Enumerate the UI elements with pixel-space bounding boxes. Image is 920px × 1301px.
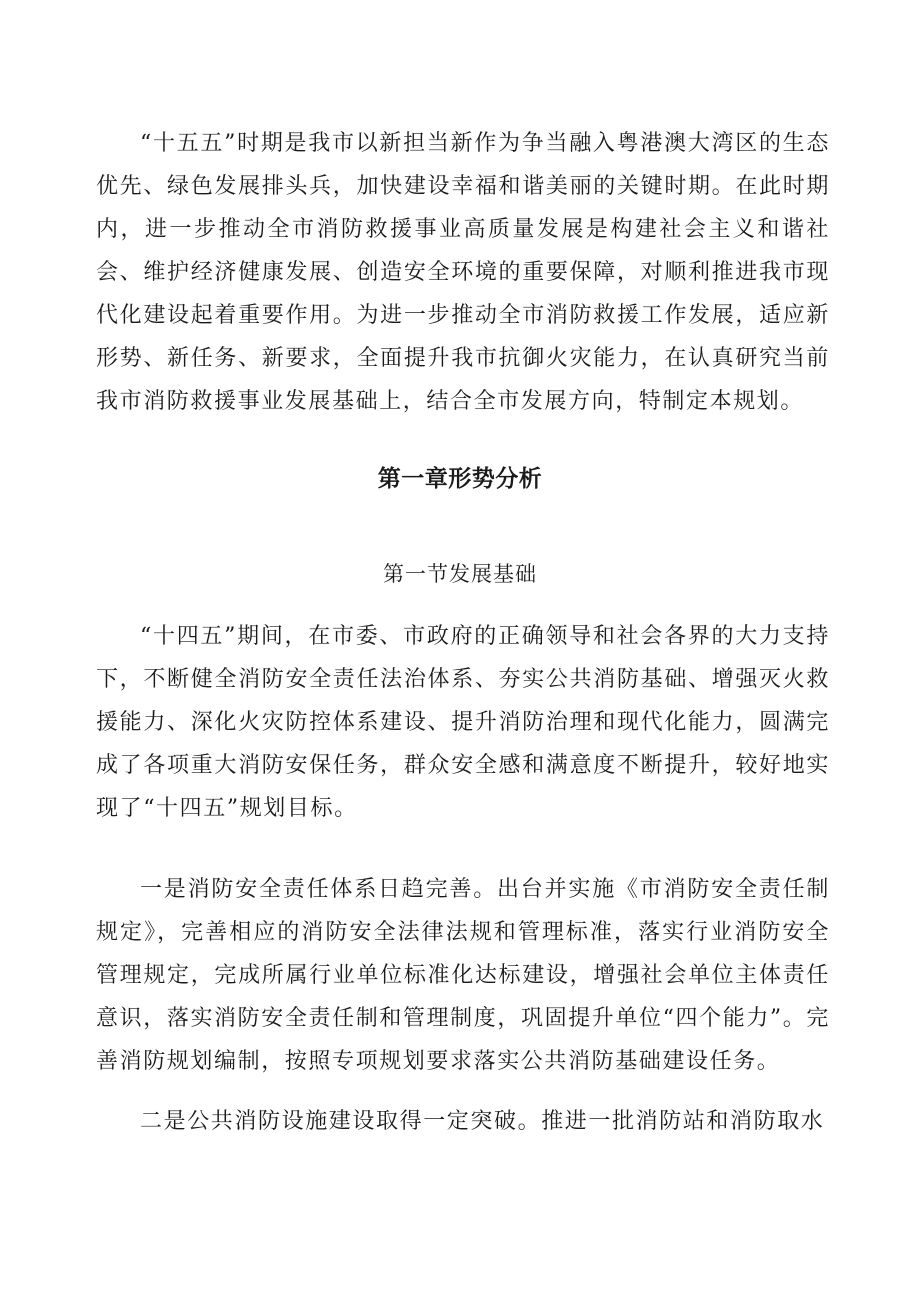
section-paragraph-2: 一是消防安全责任体系日趋完善。出台并实施《市消防安全责任制规定》，完善相应的消防安全法律法规和管理标准，落实行业消防安全管理规定，完成所属行业单位标准化达标建设，增强社会单位主体责任意识，落实消防安全责任制和管理制度，巩固提升单位“四个能力”。完善消防规划编制，按照专项规划要求落实公共消防基础建设任务。	[96, 877, 830, 1074]
section-paragraph-1: “十四五”期间，在市委、市政府的正确领导和社会各界的大力支持下，不断健全消防安全责任法治体系、夯实公共消防基础、增强灭火救援能力、深化火灾防控体系建设、提升消防治理和现代化能力，圆满完成了各项重大消防安保任务，群众安全感和满意度不断提升，较好地实现了“十四五”规划目标。	[96, 624, 830, 821]
intro-paragraph: “十五五”时期是我市以新担当新作为争当融入粤港澳大湾区的生态优先、绿色发展排头兵，加快建设幸福和谐美丽的关键时期。在此时期内，进一步推动全市消防救援事业高质量发展是构建社会主义和谐社会、维护经济健康发展、创造安全环境的重要保障，对顺利推进我市现代化建设起着重要作用。为进一步推动全市消防救援工作发展，适应新形势、新任务、新要求，全面提升我市抗御火灾能力，在认真研究当前我市消防救援事业发展基础上，结合全市发展方向，特制定本规划。	[96, 131, 830, 414]
section-title: 第一节发展基础	[383, 562, 537, 586]
chapter-title: 第一章形势分析	[377, 466, 543, 492]
section-paragraph-3: 二是公共消防设施建设取得一定突破。推进一批消防站和消防取水	[140, 1109, 825, 1134]
